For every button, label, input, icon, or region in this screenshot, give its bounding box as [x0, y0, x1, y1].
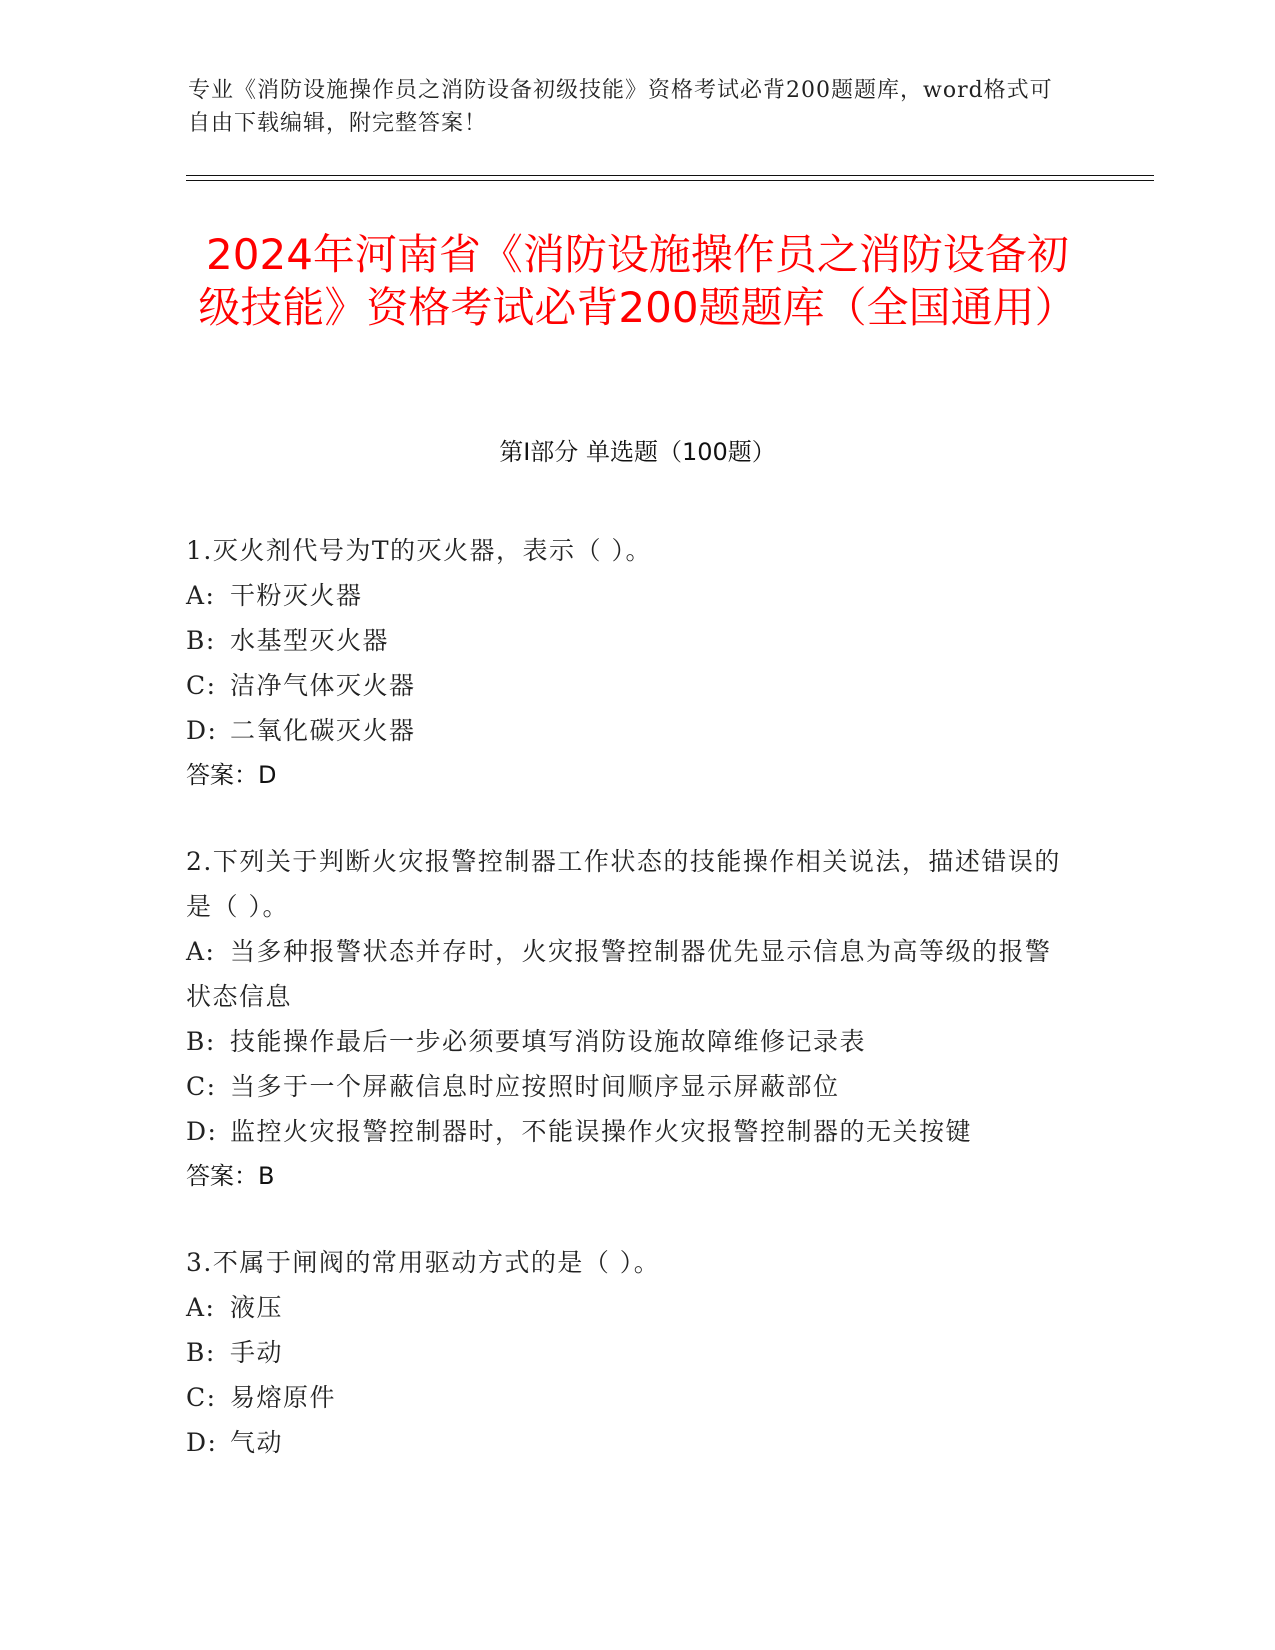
option-key: D: [186, 1428, 218, 1457]
option-text: 当多于一个屏蔽信息时应按照时间顺序显示屏蔽部位 [230, 1072, 840, 1101]
option-key: A: [186, 581, 216, 610]
option-a [186, 1285, 1076, 1330]
option-key: D: [186, 1117, 218, 1146]
option-key: B: [186, 1027, 216, 1056]
option-key: D: [186, 716, 218, 745]
answer-line: 答案：D [186, 761, 277, 789]
option-text: 二氧化碳灭火器 [230, 716, 416, 745]
question-item [186, 528, 1076, 798]
option-text: 监控火灾报警控制器时，不能误操作火灾报警控制器的无关按键 [230, 1117, 973, 1146]
option-b [186, 1019, 1076, 1064]
option-text: 当多种报警状态并存时，火灾报警控制器优先显示信息为高等级的报警状态信息 [186, 937, 1052, 1011]
option-b [186, 618, 1076, 663]
option-text: 水基型灭火器 [230, 626, 390, 655]
option-a [186, 573, 1076, 618]
header-note: 专业《消防设施操作员之消防设备初级技能》资格考试必背200题题库，word格式可自由下载编辑，附完整答案！ [188, 78, 1053, 136]
option-text: 易熔原件 [230, 1383, 337, 1412]
option-d [186, 1420, 1076, 1465]
option-c [186, 1375, 1076, 1420]
option-key: C: [186, 1072, 217, 1101]
option-text: 液压 [230, 1293, 284, 1322]
option-text: 气动 [230, 1428, 284, 1457]
option-text: 技能操作最后一步必须要填写消防设施故障维修记录表 [230, 1027, 867, 1056]
answer-line: 答案：B [186, 1162, 275, 1190]
document-title: 2024年河南省《消防设施操作员之消防设备初级技能》资格考试必背200题题库（全国通用） [198, 230, 1077, 332]
question-stem: 2.下列关于判断火灾报警控制器工作状态的技能操作相关说法，描述错误的是（ ）。 [186, 847, 1061, 921]
option-text: 干粉灭火器 [230, 581, 363, 610]
section-heading: 第I部分 单选题（100题） [499, 438, 776, 466]
question-stem: 3.不属于闸阀的常用驱动方式的是（ ）。 [186, 1248, 661, 1277]
option-key: A: [186, 937, 216, 966]
option-c [186, 663, 1076, 708]
option-key: B: [186, 1338, 216, 1367]
question-stem: 1.灭火剂代号为T的灭火器，表示（ ）。 [186, 536, 652, 565]
option-key: C: [186, 1383, 217, 1412]
question-list [186, 528, 1076, 1506]
option-c [186, 1064, 1076, 1109]
header-divider-top [186, 175, 1154, 176]
option-text: 洁净气体灭火器 [230, 671, 416, 700]
option-text: 手动 [230, 1338, 284, 1367]
option-key: C: [186, 671, 217, 700]
option-key: A: [186, 1293, 216, 1322]
option-key: B: [186, 626, 216, 655]
question-item [186, 1240, 1076, 1465]
option-a [186, 929, 1076, 1019]
header-divider-bottom [186, 180, 1154, 181]
option-d [186, 1109, 1076, 1154]
option-d [186, 708, 1076, 753]
option-b [186, 1330, 1076, 1375]
question-item [186, 839, 1076, 1199]
